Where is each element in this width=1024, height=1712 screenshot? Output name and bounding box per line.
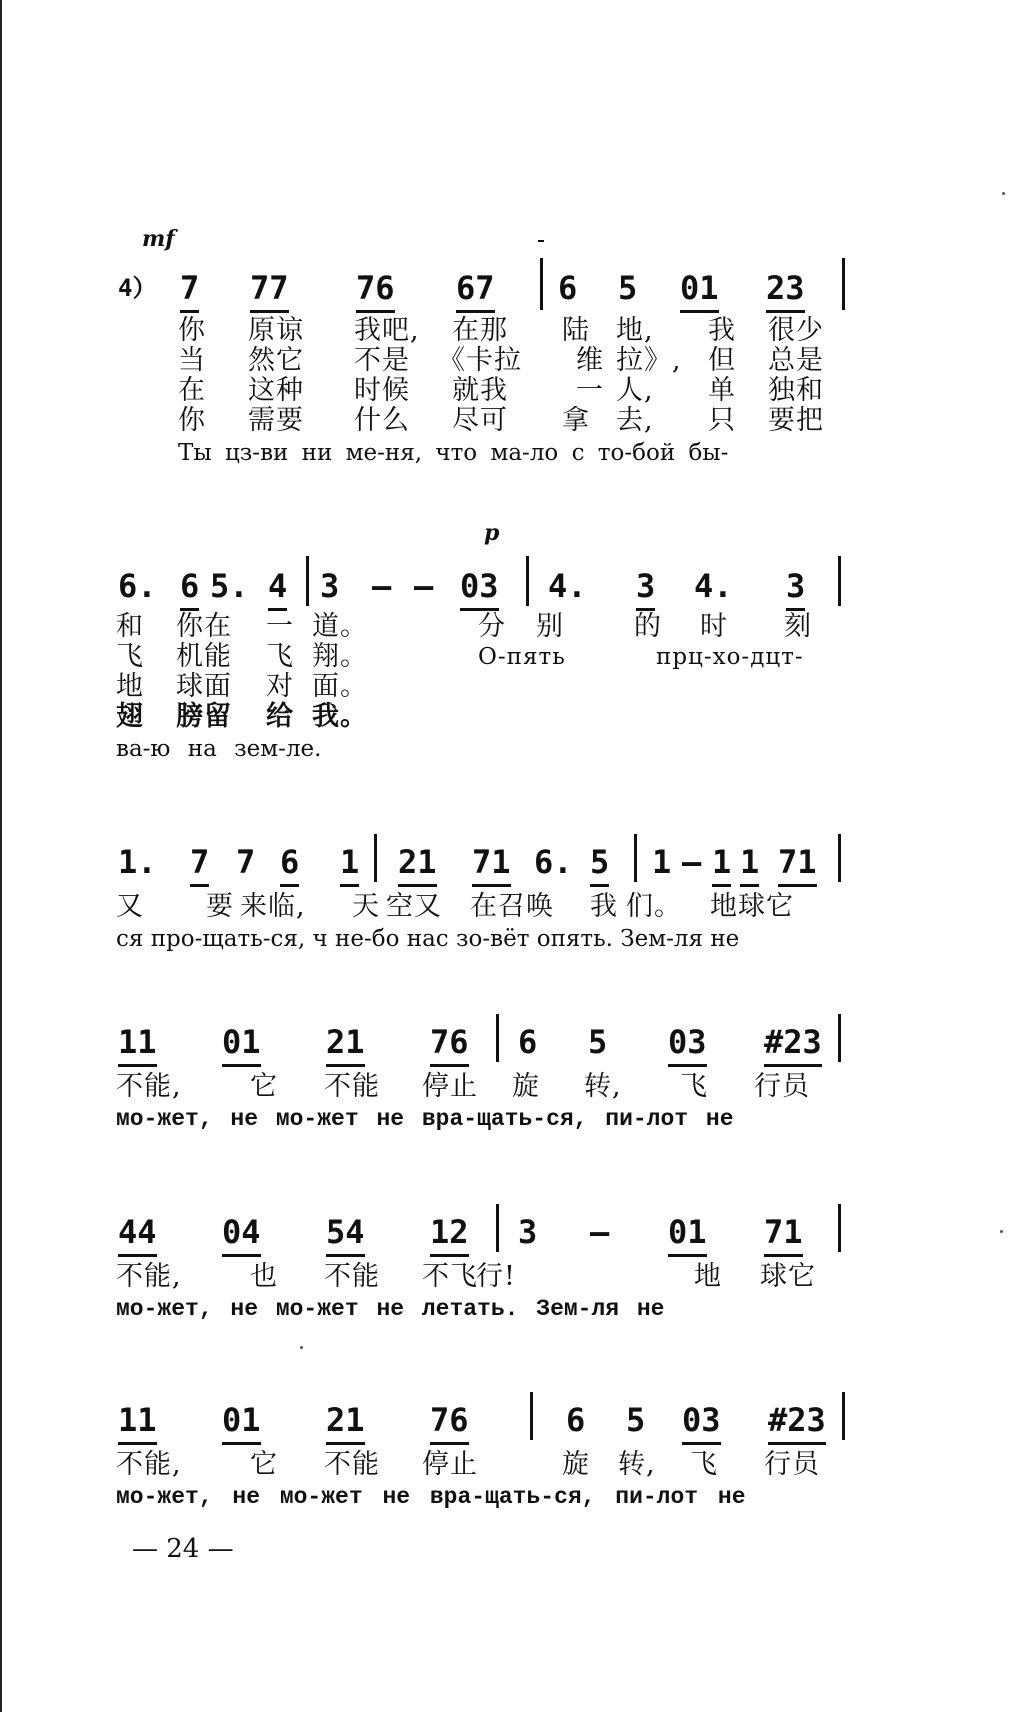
- lyric: 去,: [616, 405, 654, 436]
- lyric: 分: [478, 611, 506, 642]
- lyric: 在: [178, 375, 206, 406]
- note: 21: [326, 1400, 365, 1445]
- note: 3: [320, 567, 340, 605]
- lyric: 面。: [312, 671, 368, 702]
- note: 5.: [210, 567, 249, 605]
- lyric: 拉》,: [616, 345, 682, 376]
- lyric: 原谅: [248, 315, 304, 346]
- note: 11: [118, 1022, 157, 1067]
- note: 76: [430, 1022, 469, 1067]
- note: 7: [190, 842, 209, 887]
- note: 7: [180, 268, 199, 313]
- lyric: 的: [634, 611, 662, 642]
- note: —: [682, 843, 702, 881]
- lyric: 你: [178, 405, 206, 436]
- lyric: 行员: [764, 1449, 820, 1480]
- lyric: 我。: [312, 701, 368, 732]
- bar-line: [374, 834, 377, 882]
- lyric: 不是: [354, 345, 410, 376]
- lyric: 给: [266, 701, 294, 732]
- lyric: 们。: [626, 891, 682, 922]
- note: 6: [518, 1023, 538, 1061]
- lyric: 在那: [452, 315, 508, 346]
- lyric: 空又: [386, 891, 442, 922]
- lyric: 球面: [176, 671, 232, 702]
- lyric: 机能: [176, 641, 232, 672]
- lyric: 需要: [248, 405, 304, 436]
- lyric: 然它: [248, 345, 304, 376]
- lyric: 膀留: [176, 701, 232, 732]
- lyric: 你在: [176, 611, 232, 642]
- lyric: 就我: [452, 375, 508, 406]
- bar-line: [496, 1204, 499, 1252]
- lyric: 刻: [784, 611, 812, 642]
- note: 4.: [548, 567, 587, 605]
- lyric: 又: [116, 891, 144, 922]
- note: 5: [590, 842, 609, 887]
- lyric: О-пять: [478, 644, 566, 670]
- note: 4.: [694, 567, 733, 605]
- note: 6: [558, 269, 578, 307]
- speck: [1002, 192, 1005, 195]
- note: 6: [280, 842, 299, 887]
- lyric: прц-хо-дцт-: [656, 644, 804, 670]
- lyric: 在召唤: [470, 891, 554, 922]
- lyric: 不能: [324, 1449, 380, 1480]
- note: 3: [518, 1213, 538, 1251]
- lyric: 但: [708, 345, 736, 376]
- dynamic-mf: mf: [142, 226, 175, 252]
- lyric: 尽可: [452, 405, 508, 436]
- dynamic-p: p: [484, 520, 500, 546]
- lyric: 对: [266, 671, 294, 702]
- lyric: 时: [700, 611, 728, 642]
- note: —: [372, 567, 392, 605]
- page-number: — 24 —: [132, 1534, 234, 1564]
- bar-line: [496, 1014, 499, 1062]
- lyric: 我: [590, 891, 618, 922]
- russian-lyric: ва-ю на зем-ле.: [116, 736, 322, 762]
- bar-line: [842, 258, 845, 310]
- lyric: 要: [206, 891, 234, 922]
- note: 44: [118, 1212, 157, 1257]
- lyric: 飞: [266, 641, 294, 672]
- lyric: 陆: [562, 315, 590, 346]
- bar-line: [842, 1392, 845, 1440]
- note: 1: [652, 843, 672, 881]
- lyric: 不能,: [116, 1261, 182, 1292]
- lyric: 维: [576, 345, 604, 376]
- lyric: 和: [116, 611, 144, 642]
- lyric: 一: [266, 611, 294, 642]
- lyric: 转,: [618, 1449, 656, 1480]
- bar-line: [526, 556, 529, 606]
- note: —: [590, 1213, 610, 1251]
- lyric: 飞: [680, 1071, 708, 1102]
- bar-line: [530, 1392, 533, 1440]
- lyric: 翔。: [312, 641, 368, 672]
- lyric: 地,: [616, 315, 654, 346]
- lyric: 不能: [324, 1071, 380, 1102]
- tick-mark: [538, 240, 544, 242]
- lyric: 不能: [324, 1261, 380, 1292]
- russian-lyric: мо-жет, не мо-жет не вра-щать-ся, пи-лот не: [116, 1484, 746, 1510]
- russian-lyric: Ты цз-ви ни ме-ня, что ма-ло с то-бой бы-: [178, 440, 729, 466]
- note: 03: [460, 566, 499, 611]
- bar-line: [838, 834, 841, 882]
- speck: [1000, 1230, 1003, 1233]
- lyric: 要把: [768, 405, 824, 436]
- note: 67: [456, 268, 495, 313]
- note: —: [414, 567, 434, 605]
- bar-line: [634, 834, 637, 882]
- note: 54: [326, 1212, 365, 1257]
- lyric: 旋: [512, 1071, 540, 1102]
- lyric: 停止: [422, 1071, 478, 1102]
- lyric: 一: [576, 375, 604, 406]
- lyric: 来临,: [240, 891, 306, 922]
- lyric: 飞: [116, 641, 144, 672]
- lyric: 我吧,: [354, 315, 420, 346]
- lyric: 《卡拉: [438, 345, 522, 376]
- lyric: 你: [178, 315, 206, 346]
- note: 03: [668, 1022, 707, 1067]
- lyric: 总是: [768, 345, 824, 376]
- russian-lyric: мо-жет, не мо-жет не летать. Зем-ля не: [116, 1296, 665, 1322]
- note: 7: [236, 843, 256, 881]
- lyric: 也: [250, 1261, 278, 1292]
- note: 76: [430, 1400, 469, 1445]
- note: 12: [430, 1212, 469, 1257]
- note: 01: [668, 1212, 707, 1257]
- note: 5: [626, 1401, 646, 1439]
- note: 6.: [118, 567, 157, 605]
- note: 21: [398, 842, 437, 887]
- lyric: 停止: [422, 1449, 478, 1480]
- note: 1: [740, 842, 759, 887]
- note: 1.: [118, 843, 157, 881]
- lyric: 不能,: [116, 1449, 182, 1480]
- note: 01: [222, 1022, 261, 1067]
- lyric: 什么: [354, 405, 410, 436]
- lyric: 它: [250, 1449, 278, 1480]
- lyric: 地: [694, 1261, 722, 1292]
- note: 21: [326, 1022, 365, 1067]
- lyric: 飞: [690, 1449, 718, 1480]
- note: 3: [636, 566, 655, 611]
- note: 6: [566, 1401, 586, 1439]
- note: 77: [250, 268, 289, 313]
- note: 01: [680, 268, 719, 313]
- lyric: 不能,: [116, 1071, 182, 1102]
- note: 3: [786, 566, 805, 611]
- lyric: 行员: [754, 1071, 810, 1102]
- note: 04: [222, 1212, 261, 1257]
- lyric: 地: [116, 671, 144, 702]
- note: 11: [118, 1400, 157, 1445]
- note: #23: [768, 1400, 826, 1445]
- lyric: 它: [250, 1071, 278, 1102]
- bar-line: [306, 556, 309, 606]
- note: 71: [778, 842, 817, 887]
- bar-line: [838, 556, 841, 606]
- note: 23: [766, 268, 805, 313]
- lyric: 独和: [768, 375, 824, 406]
- note: 71: [764, 1212, 803, 1257]
- note: 5: [588, 1023, 608, 1061]
- lyric: 转,: [584, 1071, 622, 1102]
- lyric: 拿: [562, 405, 590, 436]
- russian-lyric: ся про-щать-ся, ч не-бо нас зо-вёт опять. Зем-ля не: [116, 926, 740, 952]
- russian-lyric: мо-жет, не мо-жет не вра-щать-ся, пи-лот не: [116, 1106, 734, 1132]
- lyric: 只: [708, 405, 736, 436]
- lyric: 翅: [116, 701, 144, 732]
- bar-line: [838, 1014, 841, 1062]
- lyric: 时候: [354, 375, 410, 406]
- note: 01: [222, 1400, 261, 1445]
- lyric: 人,: [616, 375, 654, 406]
- bar-line: [540, 258, 543, 310]
- lyric: 行!: [476, 1261, 516, 1292]
- speck: [300, 1346, 303, 1349]
- lyric: 道。: [312, 611, 368, 642]
- lyric: 当: [178, 345, 206, 376]
- note: 6.: [534, 843, 573, 881]
- lyric: 我: [708, 315, 736, 346]
- lyric: 不飞: [422, 1261, 478, 1292]
- lyric: 天: [352, 891, 380, 922]
- note: 03: [682, 1400, 721, 1445]
- note: 1: [712, 842, 731, 887]
- lyric: 地球它: [710, 891, 794, 922]
- note-marker: 4）: [118, 274, 157, 302]
- note: 4: [268, 566, 287, 611]
- note: 5: [618, 269, 638, 307]
- page-edge: [0, 0, 2, 1712]
- bar-line: [838, 1204, 841, 1252]
- note: 1: [340, 842, 359, 887]
- note: 76: [356, 268, 395, 313]
- note: #23: [764, 1022, 822, 1067]
- note: 71: [472, 842, 511, 887]
- lyric: 很少: [768, 315, 824, 346]
- lyric: 旋: [562, 1449, 590, 1480]
- lyric: 别: [536, 611, 564, 642]
- note: 6: [180, 566, 199, 611]
- lyric: 球它: [760, 1261, 816, 1292]
- lyric: 单: [708, 375, 736, 406]
- lyric: 这种: [248, 375, 304, 406]
